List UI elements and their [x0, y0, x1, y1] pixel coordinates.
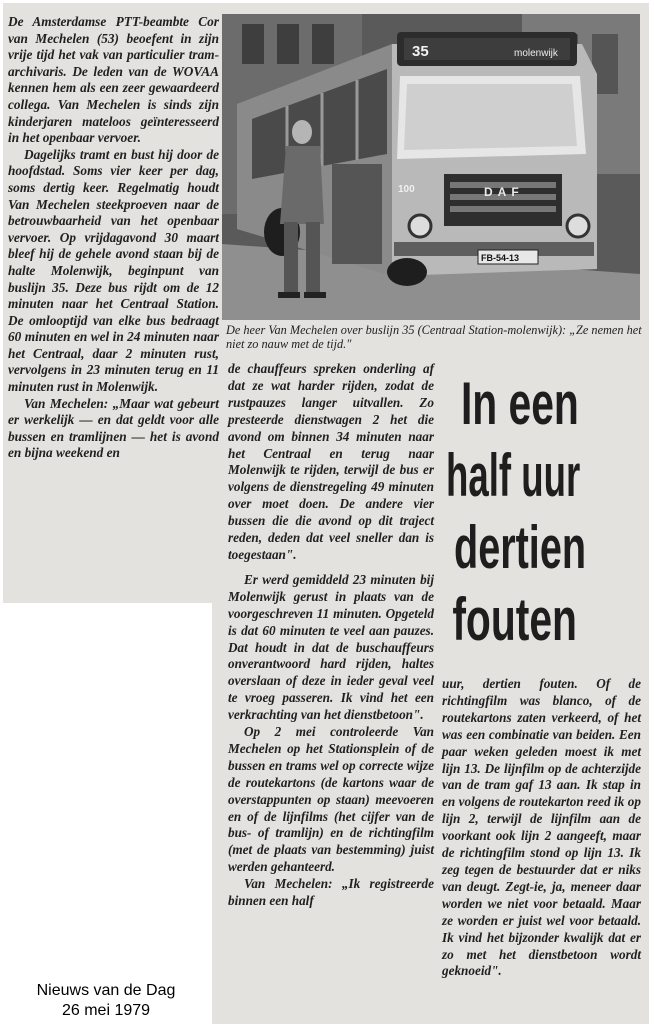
- photo-caption: De heer Van Mechelen over buslijn 35 (Centraal Station-molenwijk): „Ze nemen het niet zo nauw met de tijd.": [226, 323, 642, 351]
- article-column-3: [442, 676, 641, 1021]
- source-publication: Nieuws van de Dag: [36, 982, 176, 999]
- col2-paragraph-1: de chauffeurs spreken onderling af dat ze wat harder rijden, zodat de rustpauzes langer uitvallen. Zo presteerde dienstwagen 2 het die avond om binnen 34 minuten naar het Centraal en terug naar Molenwijk te rijden, terwijl de bus er volgens de dienstregeling 49 minuten over moet doen. De andere vier bussen die die avond op dit traject reden, deden dat veel sneller dan is toegestaan".: [228, 361, 434, 562]
- bus-photo: [222, 14, 640, 320]
- bus-route-number: 35: [412, 43, 429, 60]
- col2-paragraph-4: Van Mechelen: „Ik registreerde binnen een half: [228, 876, 434, 909]
- source-label: [6, 981, 206, 1021]
- col1-paragraph-2: Dagelijks tramt en bust hij door de hoofdstad. Soms vier keer per dag, soms dertig keer. Regelmatig houdt Van Mechelen steekproeven naar de betrouwbaarheid van het openbaar vervoer. Op vrijdagavond 30 maart bleef hij de gehele avond staan bij de halte Molenwijk, beginpunt van buslijn 35. Deze bus rijdt om de 12 minuten naar het Centraal Station. De omlooptijd van elke bus bedraagt 60 minuten en wel in 24 minuten naar het Centraal, daar 2 minuten rust, vervolgens in 23 minuten terug en 11 minuten rust in Molenwijk.: [8, 146, 219, 395]
- col1-paragraph-3: Van Mechelen: „Maar wat gebeurt er werkelijk — en dat geldt voor alle bussen en tramlijnen — het is avond en bijna weekend en: [8, 395, 219, 461]
- bus-license-plate: FB-54-13: [481, 253, 520, 263]
- source-date: 26 mei 1979: [61, 1002, 151, 1019]
- headline-line-1: In een: [460, 370, 579, 437]
- headline-line-3: dertien: [454, 514, 587, 581]
- bus-destination-sign: molenwijk: [514, 48, 558, 59]
- headline: [438, 368, 644, 656]
- col2-paragraph-2: Er werd gemiddeld 23 minuten bij Molenwijk gerust in plaats van de voorgeschreven 11 minuten. Opgeteld is dat 60 minuten te veel aan pauzes. Dat houdt in dat de buschauffeurs onverantwoord hard rijden, haltes overslaan of deze in ieder geval veel te vroeg passeren. Ik vind het een verkrachting van het dienstbetoon".: [228, 571, 434, 723]
- col2-paragraph-3: Op 2 mei controleerde Van Mechelen op het Stationsplein of de bussen en trams wel op correcte wijze de routekartons (de kartons waar de overstappunten op staan) meevoeren en of de lijnfilms (het cijfer van de bus- of tramlijn) en de richtingfilm (met de plaats van bestemming) juist werden gehanteerd.: [228, 724, 434, 875]
- bus-photo-illustration: [222, 14, 640, 320]
- bus-brand-logo: DAF: [484, 185, 524, 199]
- article-column-1: [8, 14, 219, 604]
- col3-paragraph-1: uur, dertien fouten. Of de richtingfilm was blanco, of de routekartons zaten verkeerd, of het was een combinatie van beiden. Een paar weken geleden moest ik met lijn 13. De lijnfilm op de achterzijde van de tram gaf 13 aan. Ik stap in en volgens de routekarton reed ik op lijn 2, terwijl de lijnfilm aan de voorkant ook lijn 2 aangeeft, maar de richtingfilm stond op lijn 13. Ik zeg tegen de bestuurder dat er niks van deugt. Zegt-ie, ja, meneer daar worden we niet voor betaald. Maar ze worden er juist wel voor betaald. Ik vind het bijzonder kwalijk dat er zo met het dienstbetoon wordt geknoeid".: [442, 676, 641, 979]
- article-column-2: [228, 361, 434, 1026]
- bus-fleet-number: 100: [398, 184, 415, 195]
- headline-line-2: half uur: [446, 442, 581, 509]
- col1-paragraph-1: De Amsterdamse PTT-beambte Cor van Mechelen (53) beoefent in zijn vrije tijd het vak van particulier tram-archivaris. De leden van de WOVAA kennen hem als een zeer gewaardeerd collega. Van Mechelen is sinds zijn kinderjaren mateloos geïnteresseerd in het openbaar vervoer.: [8, 14, 219, 146]
- headline-line-4: fouten: [452, 586, 577, 653]
